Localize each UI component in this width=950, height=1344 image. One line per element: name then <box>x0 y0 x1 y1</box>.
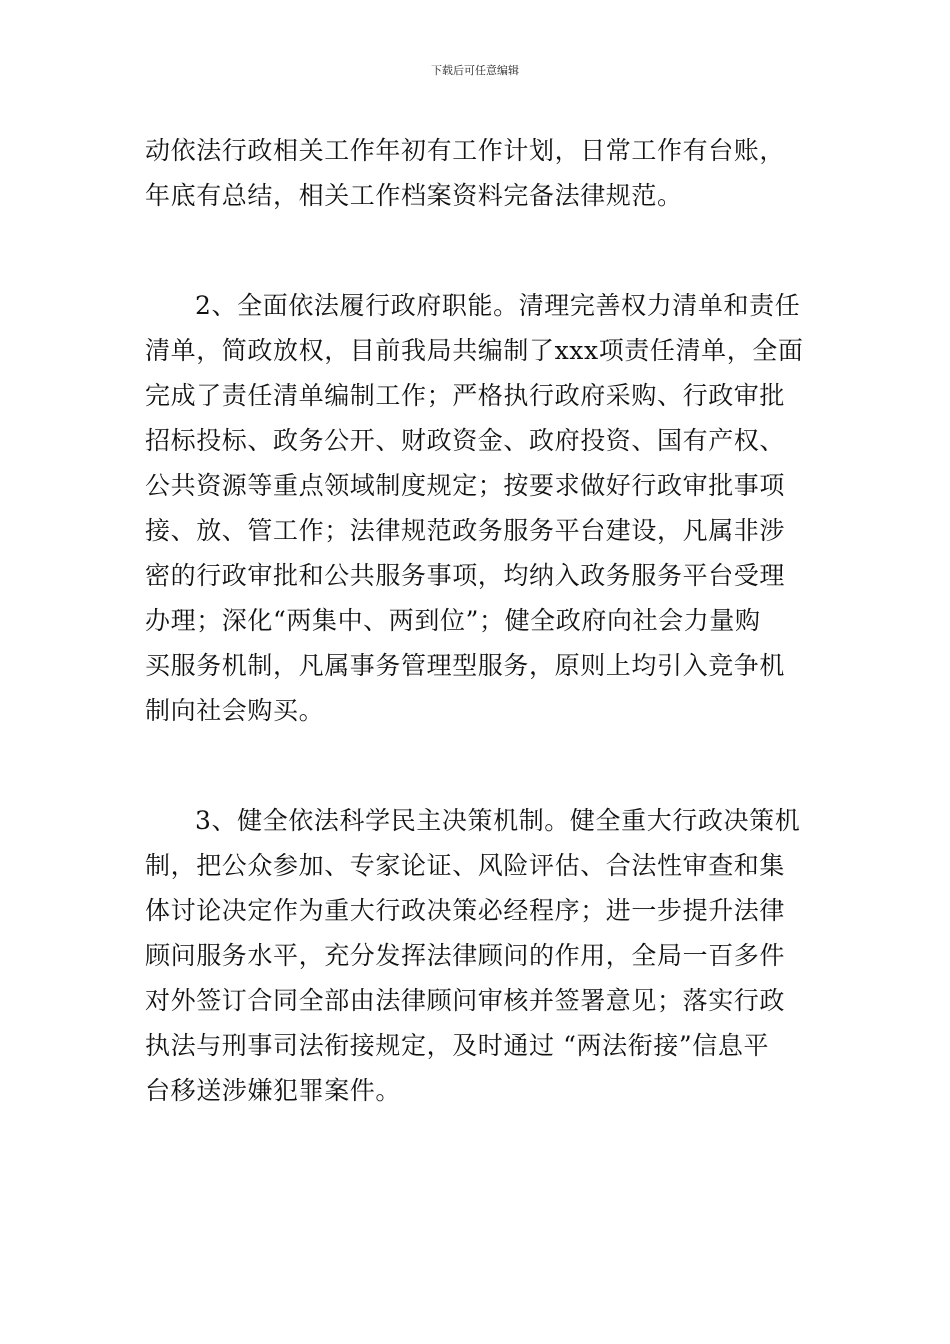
text-line: 年底有总结，相关工作档案资料完备法律规范。 <box>145 181 683 210</box>
paragraph-2 <box>145 283 805 733</box>
paragraph-spacer <box>145 733 805 798</box>
text-line: 制，把公众参加、专家论证、风险评估、合法性审查和集 <box>145 851 786 880</box>
document-body <box>145 128 805 1113</box>
text-line: 公共资源等重点领域制度规定；按要求做好行政审批事项 <box>145 471 786 500</box>
text-line: 执法与刑事司法衔接规定，及时通过 “两法衔接”信息平 <box>145 1031 770 1060</box>
text-line: 清单，简政放权，目前我局共编制了xxx项责任清单，全面 <box>145 336 804 365</box>
paragraph-1 <box>145 128 805 218</box>
paragraph-3 <box>145 798 805 1113</box>
text-line: 2、全面依法履行政府职能。清理完善权力清单和责任 <box>195 291 801 320</box>
text-line: 3、健全依法科学民主决策机制。健全重大行政决策机 <box>195 806 801 835</box>
text-line: 买服务机制，凡属事务管理型服务，原则上均引入竞争机 <box>145 651 786 680</box>
text-line: 招标投标、政务公开、财政资金、政府投资、国有产权、 <box>145 426 786 455</box>
text-line: 对外签订合同全部由法律顾问审核并签署意见；落实行政 <box>145 986 786 1015</box>
text-line: 办理；深化“两集中、两到位”；健全政府向社会力量购 <box>145 606 761 635</box>
text-line: 制向社会购买。 <box>145 696 325 725</box>
text-line: 动依法行政相关工作年初有工作计划，日常工作有台账， <box>145 136 786 165</box>
text-line: 密的行政审批和公共服务事项，均纳入政务服务平台受理 <box>145 561 786 590</box>
page-header: 下载后可任意编辑 <box>431 64 519 77</box>
text-line: 接、放、管工作；法律规范政务服务平台建设，凡属非涉 <box>145 516 786 545</box>
text-line: 体讨论决定作为重大行政决策必经程序；进一步提升法律 <box>145 896 786 925</box>
text-line: 完成了责任清单编制工作；严格执行政府采购、行政审批 <box>145 381 786 410</box>
text-line: 台移送涉嫌犯罪案件。 <box>145 1076 402 1105</box>
text-line: 顾问服务水平，充分发挥法律顾问的作用，全局一百多件 <box>145 941 786 970</box>
paragraph-spacer <box>145 218 805 283</box>
